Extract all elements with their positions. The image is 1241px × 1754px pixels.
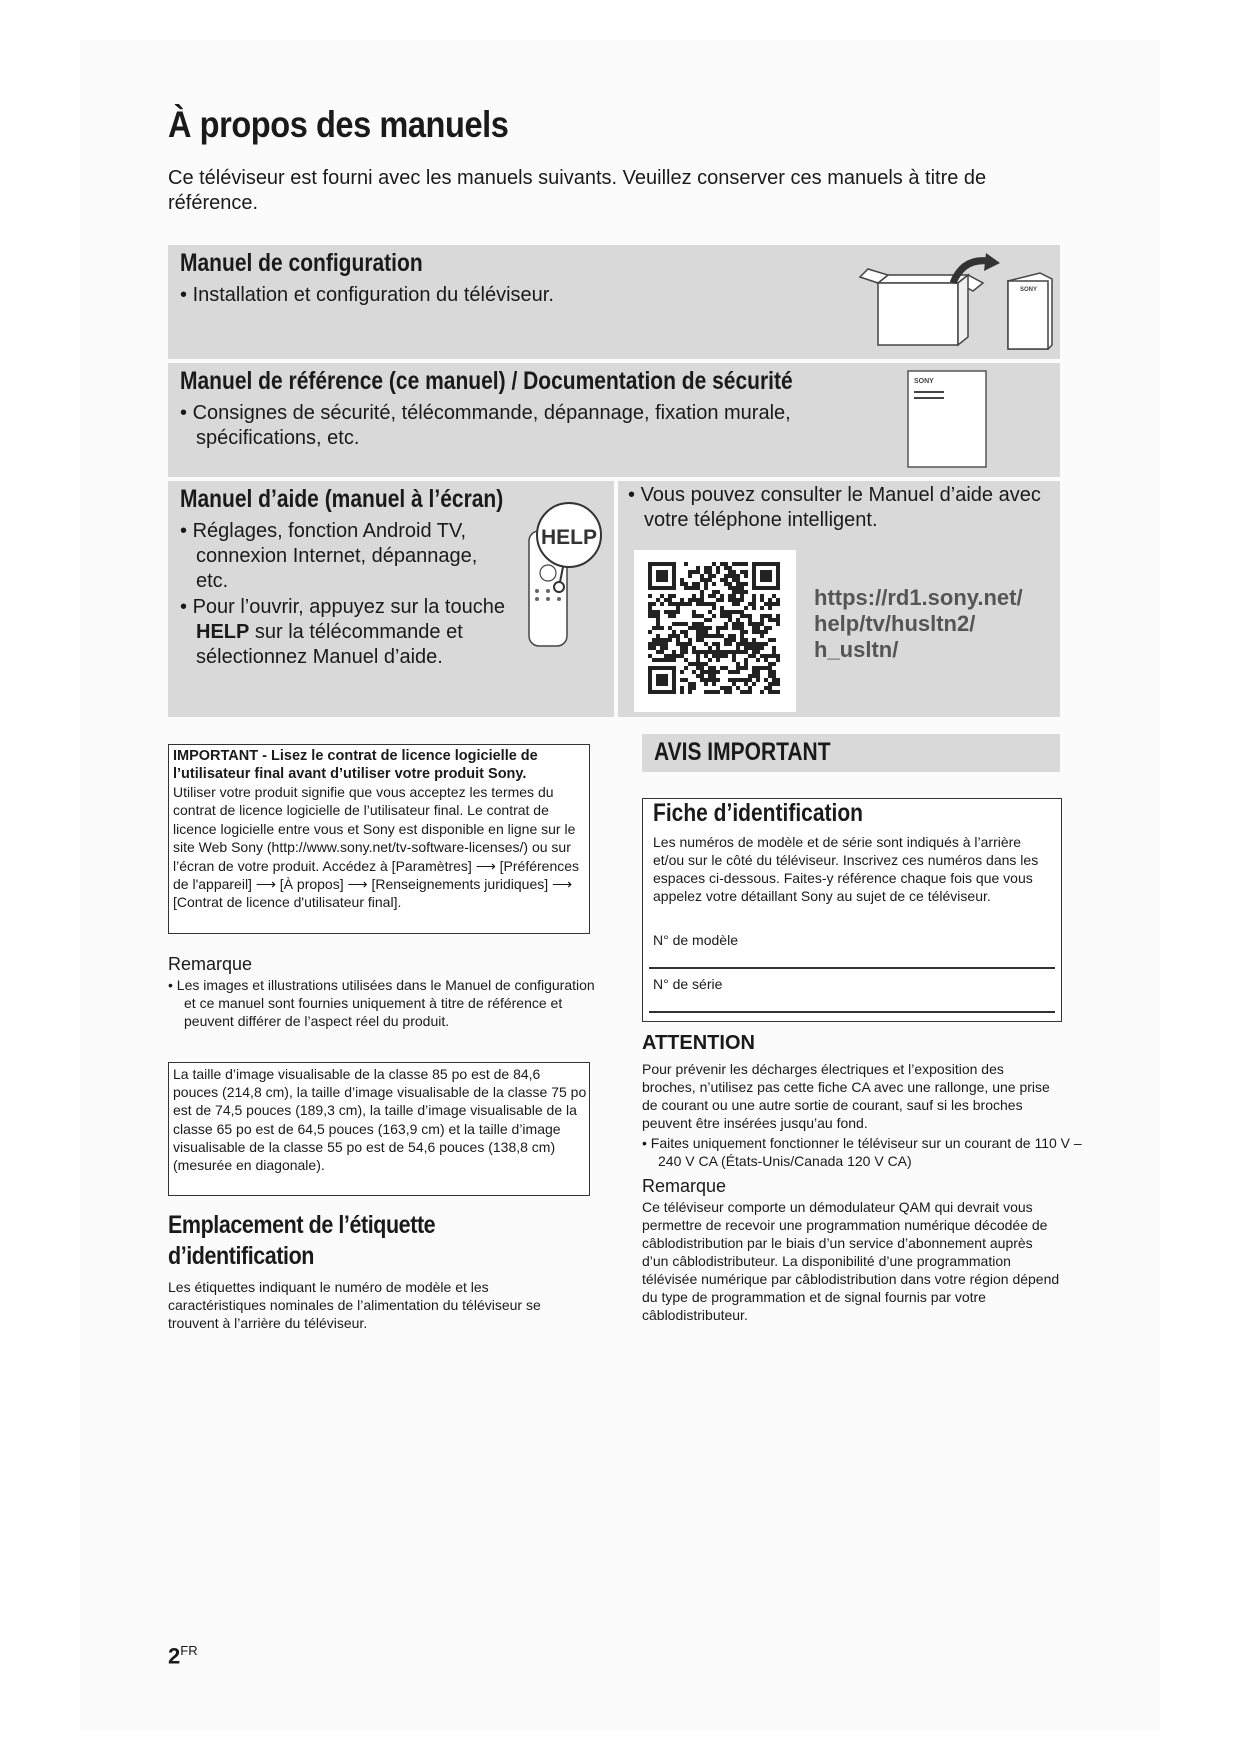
label-location-text: Les étiquettes indiquant le numéro de modèle et les caractéristiques nominales de l’alimentation du téléviseur se trouvent à l’arrière du téléviseur. — [168, 1279, 541, 1331]
help-manual-box — [168, 481, 614, 717]
qr-code-icon[interactable] — [648, 562, 780, 694]
help-phone-bullet: • Vous pouvez consulter le Manuel d’aide avec votre téléphone intelligent. — [628, 483, 1064, 533]
setup-manual-title: Manuel de configuration — [180, 249, 423, 277]
screen-size-text: La taille d’image visualisable de la classe 85 po est de 84,6 pouces (214,8 cm), la taille d’image visualisable de la classe 75 po est de 74,5 pouces (189,3 cm), la taille d’image visualisable de la classe 65 po est de 64,5 pouces (163,9 cm) et la taille d’image visualisable de la classe 55 po est de 54,6 pouces (138,8 cm) (mesurée en diagonale). — [173, 1066, 587, 1174]
remarque-1-title: Remarque — [168, 954, 253, 974]
reference-manual-box — [168, 363, 1060, 477]
reference-manual-bullet: • Consignes de sécurité, télécommande, dépannage, fixation murale, spécifications, etc. — [180, 401, 896, 451]
help-manual-bullet-settings: • Réglages, fonction Android TV, connexion Internet, dépannage, etc. — [180, 519, 514, 594]
help-key-label: HELP — [196, 621, 250, 643]
avis-important-title: AVIS IMPORTANT — [654, 738, 831, 766]
identification-box — [642, 798, 1062, 1022]
tv-box-illustration-icon — [858, 253, 1053, 355]
model-number-label: N° de modèle — [653, 932, 738, 948]
remarque-2-text: Ce téléviseur comporte un démodulateur QAM qui devrait vous permettre de recevoir une programmation numérique décodée de câblodistribution par le biais d’un service d’abonnement auprès d’un câblodistributeur. La disponibilité d’une programmation télévisée numérique par câblodistribution dans votre région dépend du type de programmation et de signal fournis par votre câblodistributeur. — [642, 1199, 1060, 1323]
help-badge-label: HELP — [540, 526, 598, 549]
avis-important-banner — [642, 734, 1060, 772]
serial-number-label: N° de série — [653, 976, 723, 992]
setup-manual-box — [168, 245, 1060, 359]
identification-text: Les numéros de modèle et de série sont indiqués à l’arrière et/ou sur le côté du téléviseur. Inscrivez ces numéros dans les espaces ci-dessous. Faites-y référence chaque fois que vous appelez votre détaillant Sony au sujet de ce téléviseur. — [653, 834, 1039, 904]
help-manual-title: Manuel d’aide (manuel à l’écran) — [180, 485, 504, 513]
setup-manual-bullet: • Installation et configuration du téléviseur. — [180, 283, 856, 308]
help-manual-bullet-open: • Pour l’ouvrir, appuyez sur la touche HELP sur la télécommande et sélectionnez Manuel d’aide. — [180, 595, 514, 670]
model-number-line[interactable] — [649, 967, 1055, 969]
license-box — [168, 744, 590, 934]
sony-mini-label: SONY — [1020, 287, 1038, 293]
remarque-1-bullet: • Les images et illustrations utilisées dans le Manuel de configuration et ce manuel sont fournies uniquement à titre de référence et peuvent différer de l’aspect réel du produit. — [168, 976, 598, 1030]
attention-text: Pour prévenir les décharges électriques et l’exposition des broches, n’utilisez pas cette fiche CA avec une rallonge, une prise de courant ou une autre sortie de courant, sauf si les broches peuvent être insérées jusqu’au fond. — [642, 1061, 1050, 1131]
page-title: À propos des manuels — [168, 104, 509, 145]
help-phone-box — [618, 481, 1060, 717]
reference-booklet-icon — [906, 369, 990, 471]
sony-booklet-label: SONY — [914, 378, 934, 385]
help-url-line-1[interactable]: https://rd1.sony.net/ — [814, 585, 1023, 610]
license-body-text: Utiliser votre produit signifie que vous acceptez les termes du contrat de licence logicielle de l’utilisateur final. Le contrat de licence logicielle entre vous et Sony est disponible en ligne sur le site Web Sony (http://www.sony.net/tv-software-licenses/) ou sur l’écran de votre produit. Accédez à [Paramètres] ⟶ [Préférences de l'appareil] ⟶ [À propos] ⟶ [Renseignements juridiques] ⟶ [Contrat de licence d'utilisateur final]. — [173, 784, 580, 911]
identification-title: Fiche d’identification — [653, 799, 864, 827]
help-url-line-3[interactable]: h_usltn/ — [814, 637, 899, 662]
license-bold-text: IMPORTANT - Lisez le contrat de licence logicielle de l’utilisateur final avant d’utiliser votre produit Sony. — [173, 748, 538, 782]
page-number: $2^{FR}$ — [168, 1643, 198, 1669]
reference-manual-title: Manuel de référence (ce manuel) / Documentation de sécurité — [180, 367, 793, 395]
attention-bullet: • Faites uniquement fonctionner le téléviseur sur un courant de 110 V – 240 V CA (États-Unis/Canada 120 V CA) — [642, 1134, 1082, 1170]
label-location-title: Emplacement de l’étiquette d’identification — [168, 1211, 436, 1270]
help-url-line-2[interactable]: help/tv/husltn2/ — [814, 611, 976, 636]
attention-title: ATTENTION — [642, 1032, 755, 1054]
qr-code-frame — [634, 550, 796, 712]
intro-text: Ce téléviseur est fourni avec les manuels suivants. Veuillez conserver ces manuels à titre de référence. — [168, 167, 987, 214]
serial-number-line[interactable] — [649, 1011, 1055, 1013]
screen-size-box — [168, 1062, 590, 1196]
remarque-2-title: Remarque — [642, 1176, 727, 1196]
remote-help-icon — [523, 491, 613, 651]
